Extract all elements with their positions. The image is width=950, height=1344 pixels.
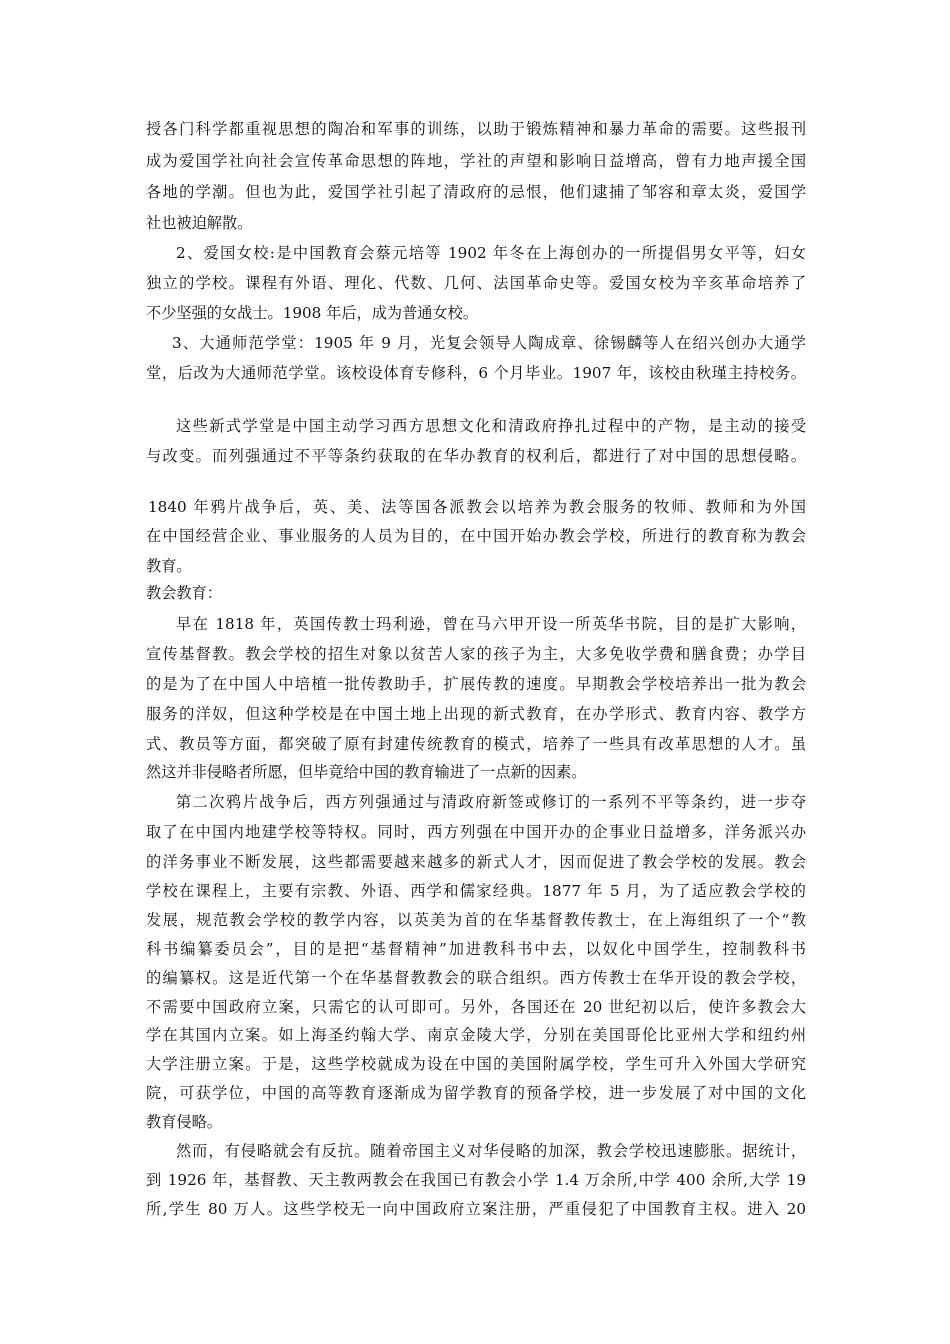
- paragraph-line: 授各门科学都重视思想的陶冶和军事的训练，以助于锻炼精神和暴力革命的需要。这些报刊: [146, 120, 806, 138]
- paragraph-line: 科书编纂委员会”，目的是把“基督精神”加进教科书中去，以奴化中国学生，控制教科书: [146, 940, 806, 958]
- paragraph-line: 与改变。而列强通过不平等条约获取的在华办教育的权利后，都进行了对中国的思想侵略。: [146, 447, 806, 465]
- paragraph-line: 教育。: [146, 557, 192, 575]
- paragraph-line: 各地的学潮。但也为此，爱国学社引起了清政府的忌恨，他们逮捕了邹容和章太炎，爱国学: [146, 183, 806, 201]
- paragraph-line: 独立的学校。课程有外语、理化、代数、几何、法国革命史等。爱国女校为辛亥革命培养了: [146, 274, 806, 292]
- paragraph-line: 的是为了在中国人中培植一批传教助手，扩展传教的速度。早期教会学校培养出一批为教会: [146, 675, 806, 693]
- section-heading: 教会教育：: [146, 584, 222, 602]
- paragraph-line: 第二次鸦片战争后，西方列强通过与清政府新签或修订的一系列不平等条约，进一步夺: [176, 793, 806, 811]
- paragraph-line: 院，可获学位，中国的高等教育逐渐成为留学教育的预备学校，进一步发展了对中国的文化: [146, 1084, 806, 1102]
- paragraph-line: 的编纂权。这是近代第一个在华基督教教会的联合组织。西方传教士在华开设的教会学校，: [146, 969, 806, 987]
- paragraph-line: 这些新式学堂是中国主动学习西方思想文化和清政府挣扎过程中的产物，是主动的接受: [176, 417, 806, 435]
- paragraph-line: 所,学生 80 万人。这些学校无一向中国政府立案注册，严重侵犯了中国教育主权。进入 20: [146, 1200, 806, 1218]
- paragraph-line: 堂，后改为大通师范学堂。该校设体育专修科，6 个月毕业。1907 年，该校由秋瑾主持校务。: [146, 364, 806, 382]
- paragraph-line: 不少坚强的女战士。1908 年后，成为普通女校。: [146, 304, 479, 322]
- paragraph-line: 教育侵略。: [146, 1113, 222, 1131]
- paragraph-line: 式、教员等方面，都突破了原有封建传统教育的模式，培养了一些具有改革思想的人才。虽: [146, 735, 806, 753]
- paragraph-line: 2、爱国女校:是中国教育会蔡元培等 1902 年冬在上海创办的一所提倡男女平等，妇女: [176, 244, 806, 262]
- paragraph-line: 大学注册立案。于是，这些学校就成为设在中国的美国附属学校，学生可升入外国大学研究: [146, 1055, 806, 1073]
- paragraph-line: 宣传基督教。教会学校的招生对象以贫苦人家的孩子为主，大多免收学费和膳食费；办学目: [146, 645, 806, 663]
- paragraph-line: 的洋务事业不断发展，这些都需要越来越多的新式人才，因而促进了教会学校的发展。教会: [146, 853, 806, 871]
- paragraph-line: 不需要中国政府立案，只需它的认可即可。另外，各国还在 20 世纪初以后，使许多教会大: [146, 998, 806, 1016]
- paragraph-line: 成为爱国学社向社会宣传革命思想的阵地，学社的声望和影响日益增高，曾有力地声援全国: [146, 152, 806, 170]
- paragraph-line: 社也被迫解散。: [146, 214, 253, 232]
- paragraph-line: 3、大通师范学堂：1905 年 9 月，光复会领导人陶成章、徐锡麟等人在绍兴创办大通学: [172, 334, 806, 352]
- paragraph-line: 然这并非侵略者所愿，但毕竟给中国的教育输进了一点新的因素。: [146, 763, 587, 781]
- paragraph-line: 1840 年鸦片战争后，英、美、法等国各派教会以培养为教会服务的牧师、教师和为外国: [148, 498, 806, 516]
- paragraph-line: 发展，规范教会学校的教学内容，以英美为首的在华基督教传教士，在上海组织了一个“教: [146, 911, 806, 929]
- paragraph-line: 取了在中国内地建学校等特权。同时，西方列强在中国开办的企事业日益增多，洋务派兴办: [146, 823, 806, 841]
- paragraph-line: 在中国经营企业、事业服务的人员为目的，在中国开始办教会学校，所进行的教育称为教会: [146, 527, 806, 545]
- paragraph-line: 早在 1818 年，英国传教士玛利逊，曾在马六甲开设一所英华书院，目的是扩大影响，: [176, 615, 806, 633]
- paragraph-line: 到 1926 年，基督教、天主教两教会在我国已有教会小学 1.4 万余所,中学 400 余所,大学 19: [146, 1171, 806, 1189]
- paragraph-line: 学校在课程上，主要有宗教、外语、西学和儒家经典。1877 年 5 月，为了适应教会学校的: [146, 882, 806, 900]
- paragraph-line: 然而，有侵略就会有反抗。随着帝国主义对华侵略的加深，教会学校迅速膨胀。据统计，: [176, 1142, 806, 1160]
- paragraph-line: 学在其国内立案。如上海圣约翰大学、南京金陵大学，分别在美国哥伦比亚州大学和纽约州: [146, 1026, 806, 1044]
- paragraph-line: 服务的洋奴，但这种学校是在中国土地上出现的新式教育，在办学形式、教育内容、教学方: [146, 705, 806, 723]
